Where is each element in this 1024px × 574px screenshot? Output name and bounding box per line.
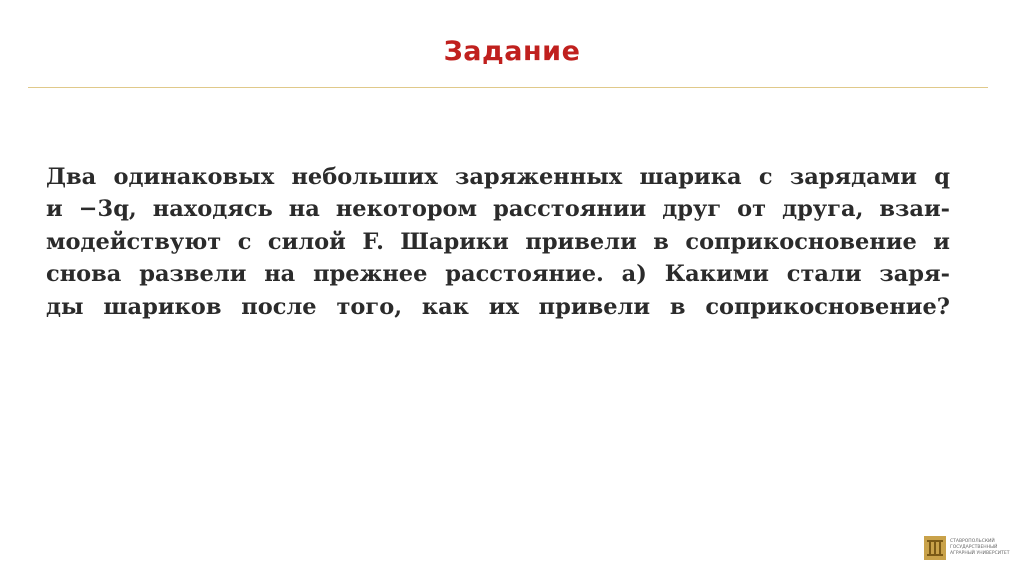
logo-text-line: АГРАРНЫЙ УНИВЕРСИТЕТ (950, 551, 1010, 556)
problem-line: Два одинаковых небольших заряженных шарика с зарядами q (46, 164, 950, 190)
university-logo (924, 536, 1009, 560)
university-emblem-icon (924, 536, 946, 560)
problem-text (46, 161, 950, 323)
problem-line: снова развели на прежнее расстояние. а) Какими стали заря- (46, 261, 950, 288)
university-logo-text (950, 539, 1009, 557)
problem-line: модействуют с силой F. Шарики привели в соприкосновение и (46, 228, 950, 255)
logo-text-line: СТАВРОПОЛЬСКИЙ (950, 539, 995, 544)
problem-line: и −3q, находясь на некотором расстоянии друг от друга, взаи- (46, 196, 950, 223)
logo-text-line: ГОСУДАРСТВЕННЫЙ (950, 545, 998, 550)
title-divider (28, 87, 988, 88)
slide-title: Задание (443, 36, 581, 67)
problem-line: ды шариков после того, как их привели в соприкосновение? (46, 293, 950, 320)
